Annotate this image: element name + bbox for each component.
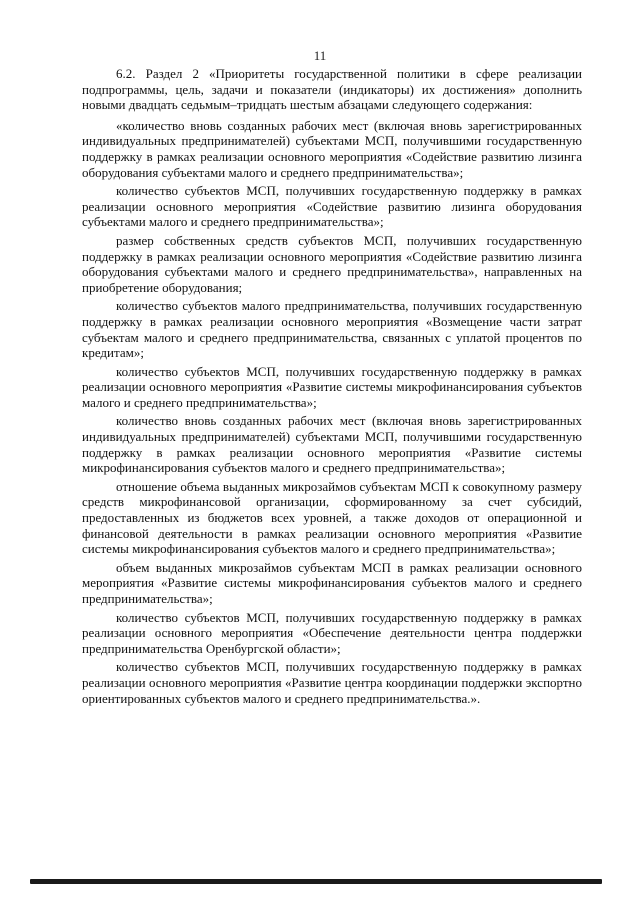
paragraph: количество субъектов малого предпринимательства, получивших государственную поддержку в рамках реализации основного мероприятия «Возмещение части затрат субъектам малого и среднего предпринимательства, связанных с уплатой процентов по кредитам»;	[82, 298, 582, 361]
paragraph: отношение объема выданных микрозаймов субъектам МСП к совокупному размеру средств микрофинансовой организации, сформированному за счет субсидий, предоставленных из бюджетов всех уровней, а также доходов от операционной и финансовой деятельности в рамках реализации основного мероприятия «Развитие системы микрофинансирования субъектов малого и среднего предпринимательства»;	[82, 478, 582, 557]
page-number: 11	[313, 48, 327, 63]
paragraph: размер собственных средств субъектов МСП, получивших государственную поддержку в рамках реализации основного мероприятия «Содействие развитию лизинга оборудования субъектами малого и среднего предпринимательства», направленных на приобретение оборудования;	[82, 232, 582, 295]
paragraph: количество субъектов МСП, получивших государственную поддержку в рамках реализации основного мероприятия «Содействие развитию лизинга оборудования субъектами малого и среднего предпринимательства»;	[82, 183, 582, 230]
paragraph-intro: 6.2. Раздел 2 «Приоритеты государственной политики в сфере реализации подпрограммы, цель, задачи и показатели (индикаторы) их достижения» дополнить новыми двадцать седьмым–тридцать шестым абзацами следующего содержания:	[82, 66, 582, 113]
paragraph: количество вновь созданных рабочих мест (включая вновь зарегистрированных индивидуальных предпринимателей) субъектами МСП, получившими государственную поддержку в рамках реализации основного мероприятия «Развитие системы микрофинансирования субъектов малого и среднего предпринимательства»;	[82, 413, 582, 476]
paragraph: объем выданных микрозаймов субъектам МСП в рамках реализации основного мероприятия «Развитие системы микрофинансирования субъектов малого и среднего предпринимательства»;	[82, 559, 582, 606]
bottom-scan-rule	[30, 879, 602, 884]
document-body	[82, 66, 582, 709]
paragraph: количество субъектов МСП, получивших государственную поддержку в рамках реализации основного мероприятия «Обеспечение деятельности центра поддержки предпринимательства Оренбургской области»;	[82, 609, 582, 656]
paragraph: количество субъектов МСП, получивших государственную поддержку в рамках реализации основного мероприятия «Развитие системы микрофинансирования субъектов малого и среднего предпринимательства»;	[82, 363, 582, 410]
paragraph: количество субъектов МСП, получивших государственную поддержку в рамках реализации основного мероприятия «Развитие центра координации поддержки экспортно ориентированных субъектов малого и среднего предпринимательства.».	[82, 659, 582, 706]
paragraph: «количество вновь созданных рабочих мест (включая вновь зарегистрированных индивидуальных предпринимателей) субъектами МСП, получившими государственную поддержку в рамках реализации основного мероприятия «Содействие развитию лизинга оборудования субъектами малого и среднего предпринимательства»;	[82, 117, 582, 180]
